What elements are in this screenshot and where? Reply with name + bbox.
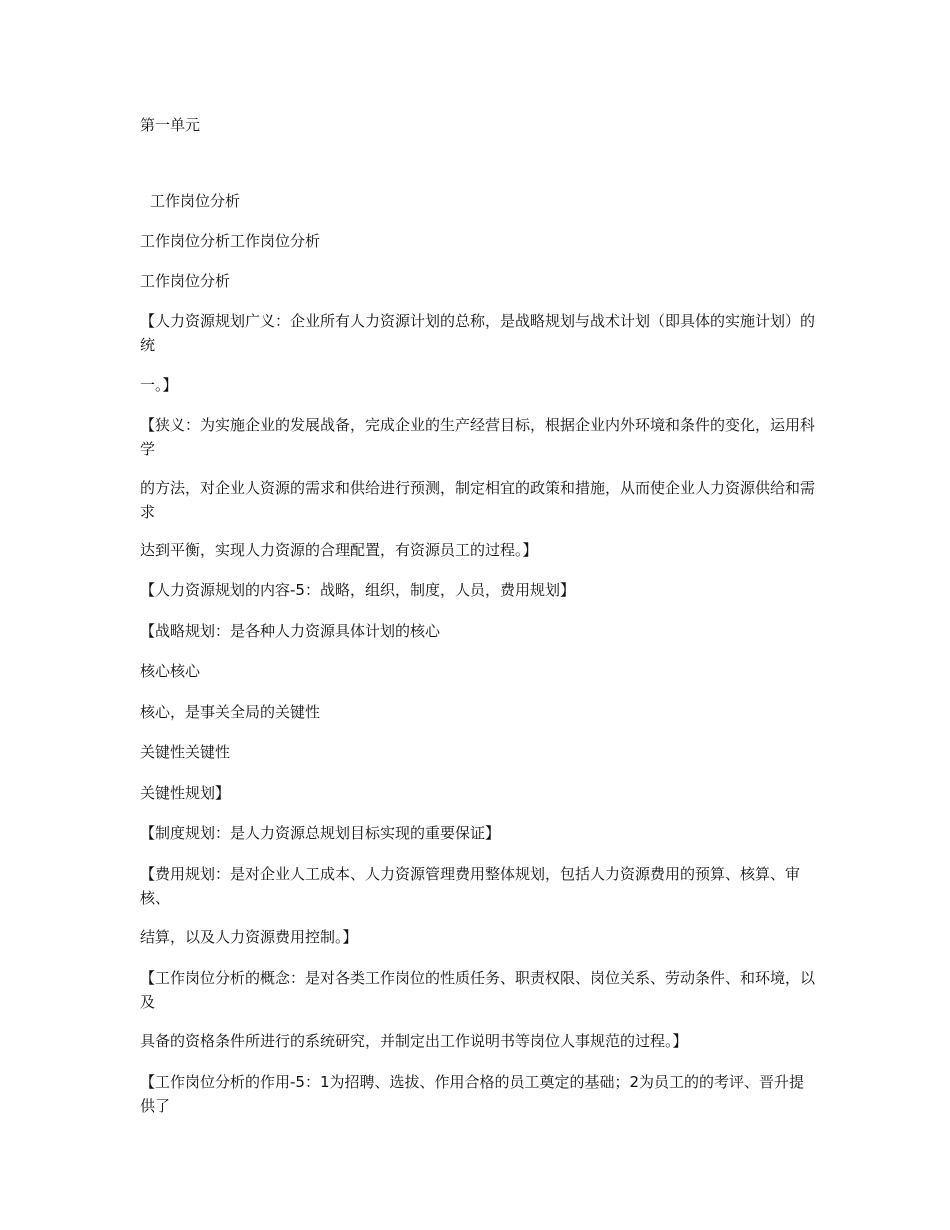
paragraph: 具备的资格条件所进行的系统研究，并制定出工作说明书等岗位人事规范的过程。】 [140,1032,688,1050]
paragraph: 关键性规划】 [140,784,231,802]
paragraph: 关键性关键性 [140,743,231,761]
paragraph: 工作岗位分析工作岗位分析 [140,232,321,250]
paragraph: 【制度规划：是人力资源总规划目标实现的重要保证】 [140,824,501,842]
paragraph: 工作岗位分析 [140,272,231,290]
paragraph: 核心，是事关全局的关键性 [140,703,321,721]
section-heading: 工作岗位分析 [150,192,241,210]
paragraph: 结算，以及人力资源费用控制。】 [140,928,358,946]
paragraph: 一。】 [140,376,178,394]
unit-heading: 第一单元 [140,116,201,134]
paragraph: 【工作岗位分析的作用-5：1为招聘、选拔、作用合格的员工奠定的基础；2为员工的的考评、晋升提供了 [140,1073,805,1115]
paragraph: 【人力资源规划广义：企业所有人力资源计划的总称，是战略规划与战术计划（即具体的实施计划）的统 [140,312,816,354]
paragraph: 核心核心 [140,662,201,680]
paragraph: 【狭义：为实施企业的发展战备，完成企业的生产经营目标，根据企业内外环境和条件的变化，运用科学 [140,416,816,458]
paragraph: 【工作岗位分析的概念：是对各类工作岗位的性质任务、职责权限、岗位关系、劳动条件、和环境，以及 [140,969,816,1011]
paragraph: 【费用规划：是对企业人工成本、人力资源管理费用整体规划，包括人力资源费用的预算、核算、审核、 [140,865,801,907]
paragraph: 的方法，对企业人资源的需求和供给进行预测，制定相宜的政策和措施，从而使企业人力资源供给和需求 [140,479,816,521]
paragraph: 达到平衡，实现人力资源的合理配置，有资源员工的过程。】 [140,541,538,559]
paragraph: 【人力资源规划的内容-5：战略，组织，制度，人员，费用规划】 [140,581,575,599]
paragraph: 【战略规划：是各种人力资源具体计划的核心 [140,622,441,640]
